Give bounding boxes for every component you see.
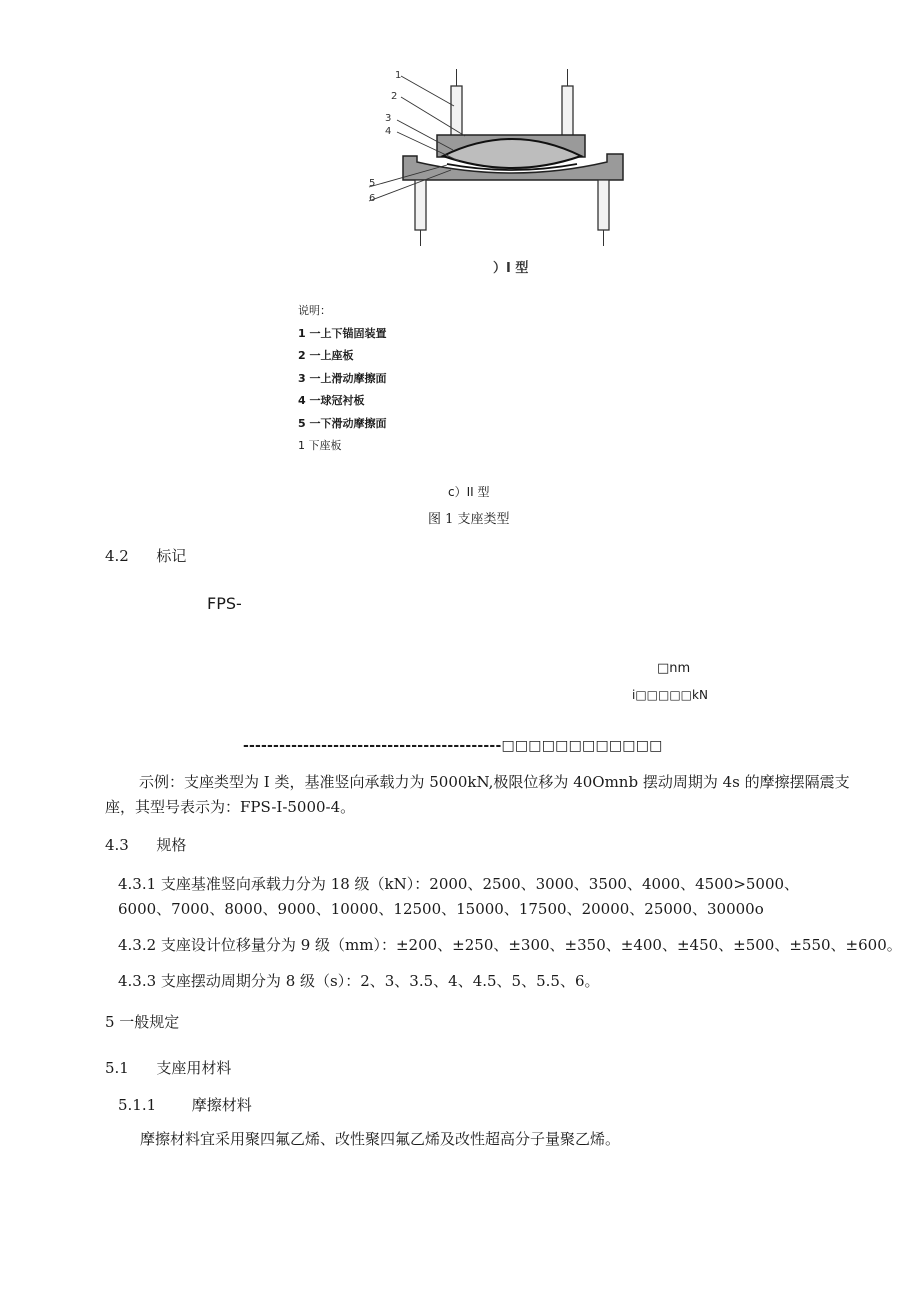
section-number: 5.1: [105, 1059, 129, 1077]
upper-anchor-rod-right: [562, 86, 573, 136]
legend-item: 1 下座板: [298, 439, 342, 452]
marking-dash-line: -------------------------------------------□□□□□□□□□□□□: [243, 738, 663, 754]
marking-prefix: FPS-: [207, 594, 242, 613]
legend-item: 4 一球冠衬板: [298, 394, 365, 407]
section-5-1-heading: [105, 1057, 231, 1078]
bearing-diagram: [355, 64, 645, 284]
section-title: 标记: [156, 547, 187, 565]
section-4-2-heading: [105, 545, 186, 566]
figure-subcaption-a: ）I 型: [493, 261, 529, 276]
callout-5: 5: [369, 178, 376, 189]
friction-material-text: 摩擦材料宜采用聚四氟乙烯、改性聚四氟乙烯及改性超高分子量聚乙烯。: [140, 1130, 621, 1148]
callout-3: 3: [385, 113, 392, 124]
marking-line-nm: □nm: [657, 661, 691, 676]
section-4-3-heading: [105, 834, 186, 855]
legend-title: 说明：: [298, 304, 331, 317]
lower-anchor-rod-left: [415, 180, 426, 230]
bearing-diagram-svg: [355, 64, 645, 284]
callout-4: 4: [385, 126, 392, 137]
figure-caption: 图 1 支座类型: [428, 512, 510, 527]
caption-c: c）II 型: [448, 485, 490, 499]
section-number: 4.3: [105, 836, 129, 854]
callout-1: 1: [395, 70, 402, 81]
legend-item: 5 一下滑动摩擦面: [298, 416, 387, 430]
legend-item: 2 一上座板: [298, 349, 354, 362]
legend-item: 1 一上下锚固装置: [298, 326, 387, 340]
spec-4-3-1: 4.3.1 支座基准竖向承载力分为 18 级（kN）：2000、2500、3000、3500、4000、4500>5000、6000、7000、8000、9000、10000、12500、15000、17500、20000、25000、30000o: [118, 875, 800, 918]
callout-6: 6: [369, 193, 376, 204]
example-paragraph: 示例：支座类型为 I 类，基准竖向承载力为 5000kN,极限位移为 40Omnb 摆动周期为 4s 的摩擦摆隔震支座，其型号表示为：FPS-I-5000-4。: [105, 773, 850, 816]
marking-line-kn: i□□□□□kN: [632, 688, 708, 702]
section-number: 5.1.1: [118, 1096, 157, 1114]
figure-legend: [298, 300, 386, 458]
legend-item: 3 一上滑动摩擦面: [298, 371, 387, 385]
section-number: 4.2: [105, 547, 129, 565]
section-5-1-1-heading: [118, 1094, 252, 1115]
section-5-heading: 5 一般规定: [105, 1013, 180, 1031]
callout-2: 2: [391, 91, 398, 102]
lower-anchor-rod-right: [598, 180, 609, 230]
spec-4-3-3: 4.3.3 支座摆动周期分为 8 级（s）：2、3、3.5、4、4.5、5、5.5、6。: [118, 972, 600, 990]
spec-4-3-2: 4.3.2 支座设计位移量分为 9 级（mm）：±200、±250、±300、±350、±400、±450、±500、±550、±600。: [118, 936, 902, 954]
section-title: 支座用材料: [156, 1059, 232, 1077]
section-title: 规格: [156, 836, 187, 854]
section-title: 摩擦材料: [191, 1096, 252, 1114]
